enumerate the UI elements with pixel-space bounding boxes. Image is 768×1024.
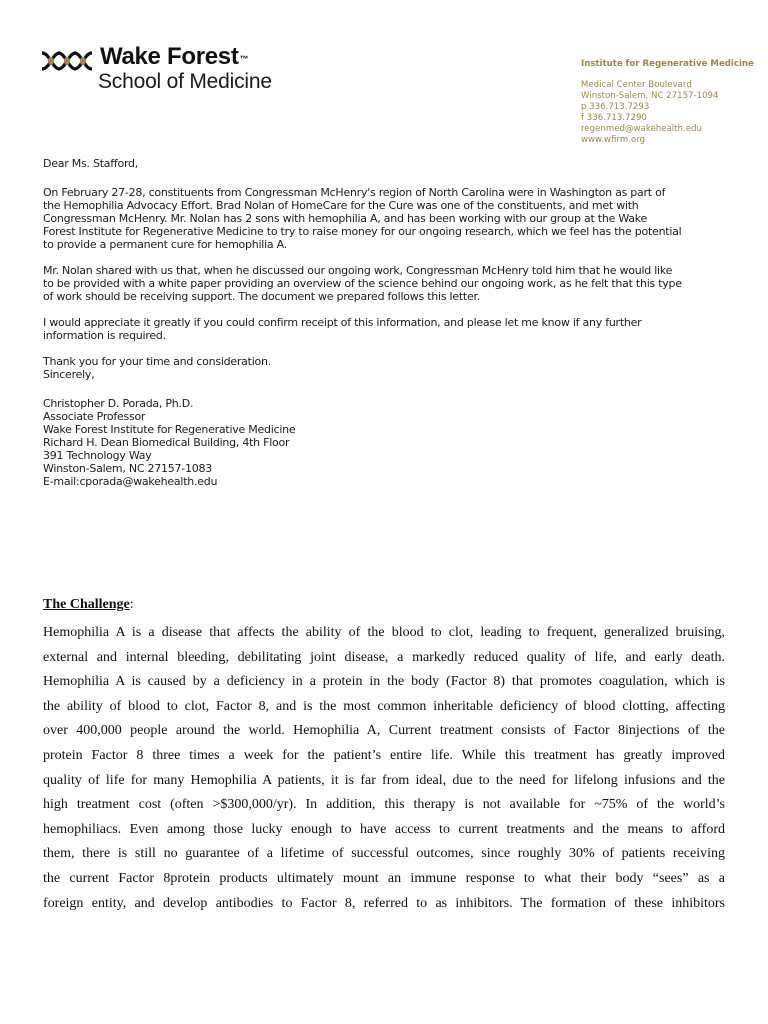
text-line: the ability of blood to clot, Factor 8, and is the most common inheritable deficiency of blood clotting, affecting bbox=[43, 698, 725, 714]
text-line: them, there is still no guarantee of a lifetime of successful outcomes, since roughly 30% of patients receiving bbox=[43, 846, 725, 862]
salutation: Dear Ms. Stafford, bbox=[43, 157, 139, 170]
text-line: to be provided with a white paper providing an overview of the science behind our ongoing work, as he felt that this type bbox=[43, 277, 682, 290]
text-line: Thank you for your time and consideration. bbox=[43, 355, 271, 368]
section-heading-text: The Challenge bbox=[43, 597, 130, 612]
text-line: Forest Institute for Regenerative Medicine to try to raise money for our ongoing research, which we feel has the potential bbox=[43, 225, 682, 238]
section-heading bbox=[43, 596, 725, 614]
text-line: information is required. bbox=[43, 329, 166, 342]
logo-name: Wake Forest™ bbox=[100, 43, 249, 70]
text-line: the Hemophilia Advocacy Effort. Brad Nolan of HomeCare for the Cure was one of the constituents, and met with bbox=[43, 199, 639, 212]
closing: Sincerely, bbox=[43, 368, 95, 381]
text-line: external and internal bleeding, debilitating joint disease, a markedly reduced quality of life, and early death. bbox=[43, 649, 725, 665]
text-line: protein Factor 8 three times a week for the patient’s entire life. While this treatment has greatly improved bbox=[43, 747, 725, 763]
text-line: to provide a permanent cure for hemophilia A. bbox=[43, 238, 287, 251]
text-line: I would appreciate it greatly if you could confirm receipt of this information, and please let me know if any further bbox=[43, 316, 642, 329]
institute-website-link[interactable]: www.wfirm.org bbox=[581, 135, 646, 145]
text-line: quality of life for many Hemophilia A patients, it is far from ideal, due to the need for lifelong infusions and the bbox=[43, 772, 725, 788]
cover-letter bbox=[43, 157, 723, 488]
text-line: On February 27-28, constituents from Congressman McHenry's region of North Carolina were in Washington as part of bbox=[43, 186, 666, 199]
text-line: Congressman McHenry. Mr. Nolan has 2 sons with hemophilia A, and has been working with our group at the Wake bbox=[43, 212, 648, 225]
institute-city: Winston-Salem, NC 27157-1094 bbox=[581, 91, 719, 101]
signer-building: Richard H. Dean Biomedical Building, 4th Floor bbox=[43, 436, 290, 449]
signer-email-link[interactable]: E-mail:cporada@wakehealth.edu bbox=[43, 475, 218, 488]
institute-address-block bbox=[581, 58, 754, 146]
text-line: Mr. Nolan shared with us that, when he discussed our ongoing work, Congressman McHenry told him that he would like bbox=[43, 264, 673, 277]
institute-email-link[interactable]: regenmed@wakehealth.edu bbox=[581, 124, 702, 134]
text-line: the current Factor 8protein products ultimately mount an immune response to what their body “sees” as a bbox=[43, 870, 725, 886]
signer-street: 391 Technology Way bbox=[43, 449, 152, 462]
white-paper-section bbox=[43, 596, 725, 916]
signer-title: Associate Professor bbox=[43, 410, 146, 423]
institute-street: Medical Center Boulevard bbox=[581, 80, 692, 90]
signature-block bbox=[43, 397, 723, 488]
text-line: Hemophilia A is caused by a deficiency in a protein in the body (Factor 8) that promotes coagulation, which is bbox=[43, 674, 725, 690]
logo-subtitle: School of Medicine bbox=[98, 70, 272, 93]
institute-fax: f 336.713.7290 bbox=[581, 113, 647, 123]
text-line: hemophiliacs. Even among those lucky enough to have access to current treatments and the means to afford bbox=[43, 821, 725, 837]
signer-organization: Wake Forest Institute for Regenerative Medicine bbox=[43, 423, 296, 436]
text-line: of work should be receiving support. The document we prepared follows this letter. bbox=[43, 290, 481, 303]
institute-title: Institute for Regenerative Medicine bbox=[581, 59, 754, 69]
dna-helix-logo-icon bbox=[40, 49, 96, 73]
signer-city: Winston-Salem, NC 27157-1083 bbox=[43, 462, 212, 475]
signer-name: Christopher D. Porada, Ph.D. bbox=[43, 397, 194, 410]
text-line: foreign entity, and develop antibodies to Factor 8, referred to as inhibitors. The formation of these inhibitors bbox=[43, 895, 725, 911]
text-line: high treatment cost (often >$300,000/yr). In addition, this therapy is not available for ~75% of the world’s bbox=[43, 797, 725, 813]
heading-colon: : bbox=[129, 597, 134, 612]
trademark-symbol: ™ bbox=[239, 54, 249, 64]
institute-phone: p 336.713.7293 bbox=[581, 102, 650, 112]
text-line: over 400,000 people around the world. Hemophilia A, Current treatment consists of Factor 8injections of the bbox=[43, 723, 725, 739]
wake-forest-logo bbox=[40, 43, 300, 103]
text-line: Hemophilia A is a disease that affects the ability of the blood to clot, leading to frequent, generalized bruising, bbox=[43, 625, 725, 640]
